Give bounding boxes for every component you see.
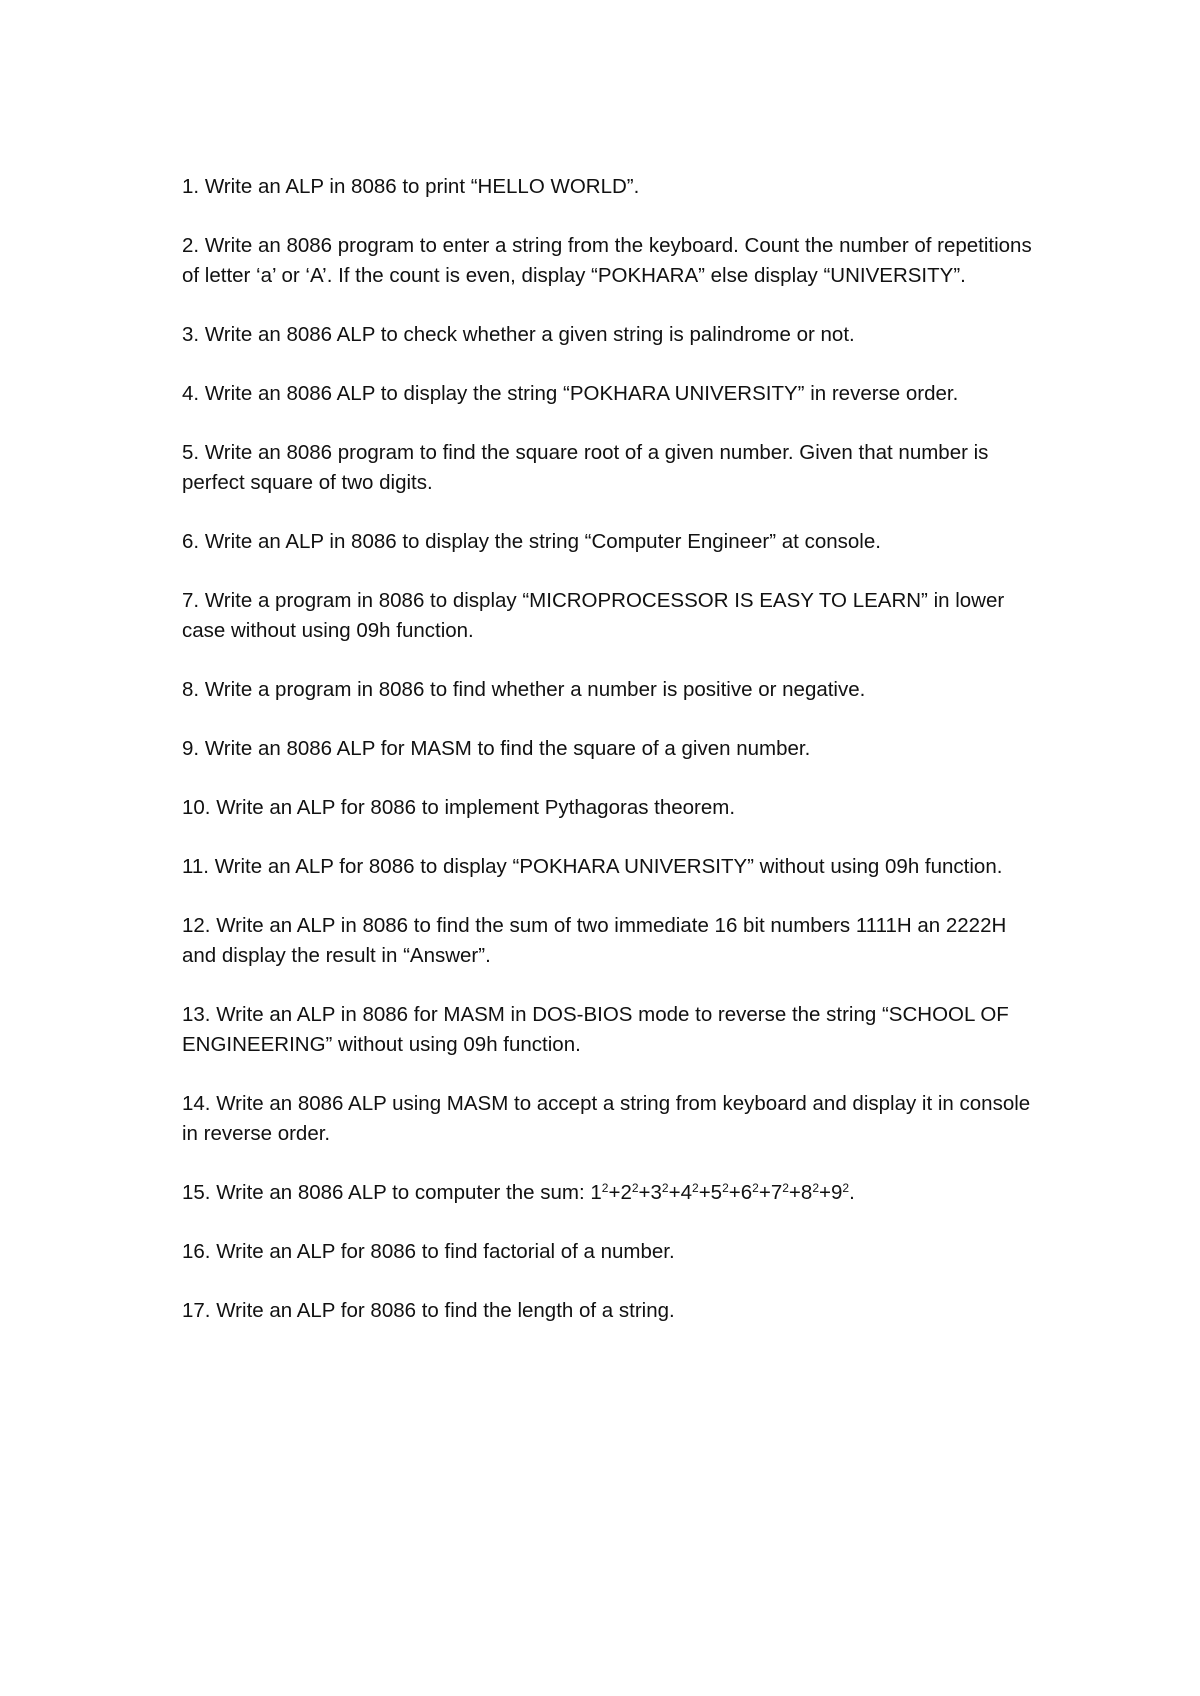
plus-sign: + bbox=[728, 1181, 741, 1204]
term-exponent: 2 bbox=[812, 1181, 819, 1195]
question-text: Write an 8086 ALP for MASM to find the square of a given number. bbox=[204, 737, 811, 760]
question-item bbox=[182, 675, 1042, 705]
question-text: Write an ALP in 8086 to print “HELLO WORLD”. bbox=[204, 175, 640, 198]
question-number: 2. bbox=[182, 234, 200, 257]
expression-end: . bbox=[849, 1181, 855, 1204]
question-text: Write an ALP for 8086 to display “POKHARA UNIVERSITY” without using 09h function. bbox=[214, 855, 1003, 878]
question-item bbox=[182, 320, 1042, 350]
term-exponent: 2 bbox=[631, 1181, 639, 1195]
question-number: 12. bbox=[182, 914, 211, 937]
question-text: Write an ALP for 8086 to find the length of a string. bbox=[216, 1299, 675, 1322]
question-number: 13. bbox=[182, 1003, 211, 1026]
term-base: 8 bbox=[800, 1181, 813, 1204]
term-base: 6 bbox=[740, 1181, 753, 1204]
term-base: 7 bbox=[770, 1181, 783, 1204]
plus-sign: + bbox=[819, 1181, 831, 1204]
question-item bbox=[182, 852, 1042, 882]
question-text: Write an 8086 program to enter a string from the keyboard. Count the number of repetitions of letter ‘a’ or ‘A’. If the count is even, display “POKHARA” else display “UNIVERSITY”. bbox=[182, 234, 1038, 287]
question-item bbox=[182, 1296, 1042, 1326]
question-item bbox=[182, 1237, 1042, 1267]
term-exponent: 2 bbox=[782, 1181, 789, 1195]
question-number: 11. bbox=[182, 855, 209, 878]
question-text: Write an ALP in 8086 for MASM in DOS-BIOS mode to reverse the string “SCHOOL OF ENGINEERING” without using 09h function. bbox=[182, 1003, 1015, 1056]
term-base: 1 bbox=[590, 1181, 602, 1204]
question-text: Write an 8086 ALP to display the string “POKHARA UNIVERSITY” in reverse order. bbox=[204, 382, 959, 405]
sum-of-squares-expression bbox=[590, 1181, 849, 1204]
question-number: 7. bbox=[182, 589, 200, 612]
term-base: 2 bbox=[620, 1181, 632, 1204]
question-text: Write an 8086 program to find the square root of a given number. Given that number is perfect square of two digits. bbox=[182, 441, 995, 494]
question-item bbox=[182, 734, 1042, 764]
plus-sign: + bbox=[608, 1181, 621, 1204]
question-item bbox=[182, 1089, 1042, 1149]
question-number: 5. bbox=[182, 441, 200, 464]
plus-sign: + bbox=[668, 1181, 681, 1204]
term-base: 9 bbox=[830, 1181, 843, 1204]
term-base: 3 bbox=[650, 1181, 662, 1204]
question-number: 10. bbox=[182, 796, 211, 819]
question-item bbox=[182, 1000, 1042, 1060]
question-item bbox=[182, 527, 1042, 557]
question-item bbox=[182, 231, 1042, 291]
question-number: 16. bbox=[182, 1240, 211, 1263]
question-text: Write an ALP in 8086 to display the string “Computer Engineer” at console. bbox=[204, 530, 881, 553]
plus-sign: + bbox=[698, 1181, 711, 1204]
question-number: 4. bbox=[182, 382, 200, 405]
term-exponent: 2 bbox=[752, 1181, 759, 1195]
question-text: Write an 8086 ALP to check whether a given string is palindrome or not. bbox=[204, 323, 855, 346]
plus-sign: + bbox=[788, 1181, 801, 1204]
question-item bbox=[182, 911, 1042, 971]
term-exponent: 2 bbox=[661, 1181, 669, 1195]
term-exponent: 2 bbox=[722, 1181, 729, 1195]
question-item bbox=[182, 793, 1042, 823]
question-number: 15. bbox=[182, 1181, 211, 1204]
term-exponent: 2 bbox=[692, 1181, 699, 1195]
term-base: 4 bbox=[680, 1181, 692, 1204]
question-list bbox=[182, 172, 1042, 1355]
question-text: Write an ALP for 8086 to implement Pythagoras theorem. bbox=[216, 796, 736, 819]
question-number: 17. bbox=[182, 1299, 211, 1322]
question-item bbox=[182, 379, 1042, 409]
question-number: 8. bbox=[182, 678, 200, 701]
question-item bbox=[182, 438, 1042, 498]
question-text: Write an ALP in 8086 to find the sum of two immediate 16 bit numbers 1111H an 2222H and display the result in “Answer”. bbox=[182, 914, 1012, 967]
question-text: Write a program in 8086 to display “MICROPROCESSOR IS EASY TO LEARN” in lower case without using 09h function. bbox=[182, 589, 1010, 642]
plus-sign: + bbox=[638, 1181, 651, 1204]
question-number: 1. bbox=[182, 175, 200, 198]
term-base: 5 bbox=[710, 1181, 723, 1204]
question-number: 14. bbox=[182, 1092, 211, 1115]
question-text: Write an 8086 ALP to computer the sum: bbox=[216, 1181, 591, 1204]
term-exponent: 2 bbox=[601, 1181, 609, 1195]
plus-sign: + bbox=[758, 1181, 771, 1204]
question-item bbox=[182, 172, 1042, 202]
question-item bbox=[182, 586, 1042, 646]
question-number: 9. bbox=[182, 737, 200, 760]
question-item bbox=[182, 1178, 1042, 1208]
question-number: 6. bbox=[182, 530, 200, 553]
question-text: Write a program in 8086 to find whether a number is positive or negative. bbox=[204, 678, 866, 701]
term-exponent: 2 bbox=[842, 1181, 850, 1195]
question-text: Write an 8086 ALP using MASM to accept a string from keyboard and display it in console in reverse order. bbox=[182, 1092, 1036, 1145]
question-number: 3. bbox=[182, 323, 200, 346]
question-text: Write an ALP for 8086 to find factorial of a number. bbox=[216, 1240, 675, 1263]
